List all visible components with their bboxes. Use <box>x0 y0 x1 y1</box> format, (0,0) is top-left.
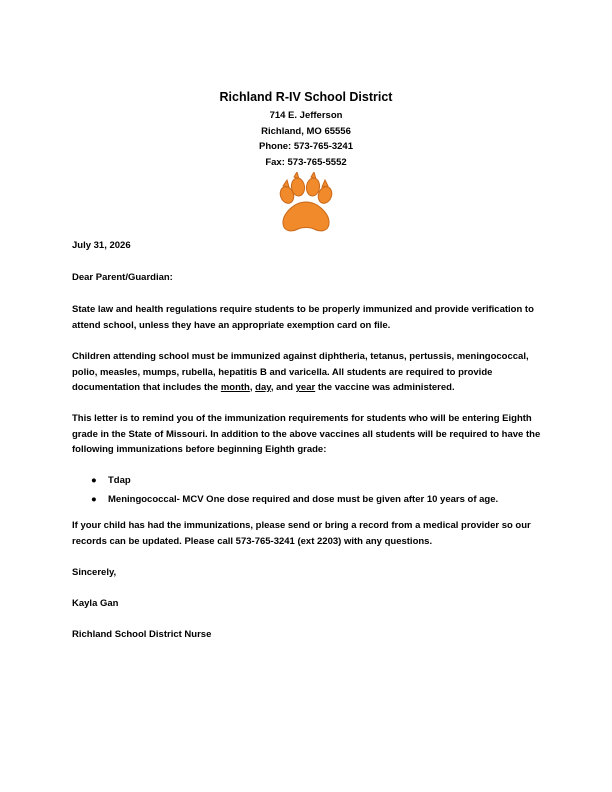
salutation: Dear Parent/Guardian: <box>72 272 173 283</box>
immunization-list <box>72 471 544 509</box>
list-item-text: Meningococcal- MCV One dose required and dose must be given after 10 years of age. <box>108 494 499 505</box>
paragraph-text: This letter is to remind you of the immunization requirements for students who will be entering Eighth grade in the State of Missouri. In addition to the above vaccines all students will be required to have the following immunizations before beginning Eighth grade: <box>72 413 541 455</box>
paragraph-records <box>72 518 544 549</box>
paragraph-exemption <box>72 302 544 333</box>
text-run: the vaccine was administered. <box>315 382 455 393</box>
bullet-glyph: ● <box>91 494 97 505</box>
text-run: , and <box>270 382 296 393</box>
district-fax: Fax: 573-765-5552 <box>265 156 347 168</box>
signer-title: Richland School District Nurse <box>72 629 212 640</box>
paragraph-vaccines <box>72 349 544 396</box>
bullet-glyph: ● <box>91 475 97 486</box>
paragraph-text <box>72 349 544 396</box>
district-name: Richland R-IV School District <box>219 90 393 104</box>
letter-date: July 31, 2026 <box>72 240 131 251</box>
underlined-day: day <box>255 382 271 393</box>
text-run: , <box>249 382 256 393</box>
paragraph-text: If your child has had the immunizations, please send or bring a record from a medical provider so our records can be updated. Please call 573-765-3241 (ext 2203) with any questions. <box>72 520 531 547</box>
underlined-year: year <box>295 382 316 393</box>
list-item <box>72 490 544 509</box>
paragraph-reminder <box>72 411 544 458</box>
closing: Sincerely, <box>72 567 117 578</box>
letterhead <box>0 90 612 170</box>
text-run: Children attending school must be immunized against diphtheria, tetanus, pertussis, meningococcal, polio, measles, mumps, rubella, hepatitis B and varicella. All students are required to provide documentation that includes the <box>72 351 529 393</box>
district-city: Richland, MO 65556 <box>261 125 351 137</box>
list-item <box>72 471 544 490</box>
signer-name: Kayla Gan <box>72 598 119 609</box>
paw-print-icon <box>278 172 336 238</box>
underlined-month: month <box>220 382 250 393</box>
district-phone: Phone: 573-765-3241 <box>259 141 353 152</box>
list-item-text: Tdap <box>108 475 131 486</box>
paragraph-text: State law and health regulations require students to be properly immunized and provide verification to attend school, unless they have an appropriate exemption card on file. <box>72 304 534 331</box>
district-address: 714 E. Jefferson <box>269 110 343 121</box>
